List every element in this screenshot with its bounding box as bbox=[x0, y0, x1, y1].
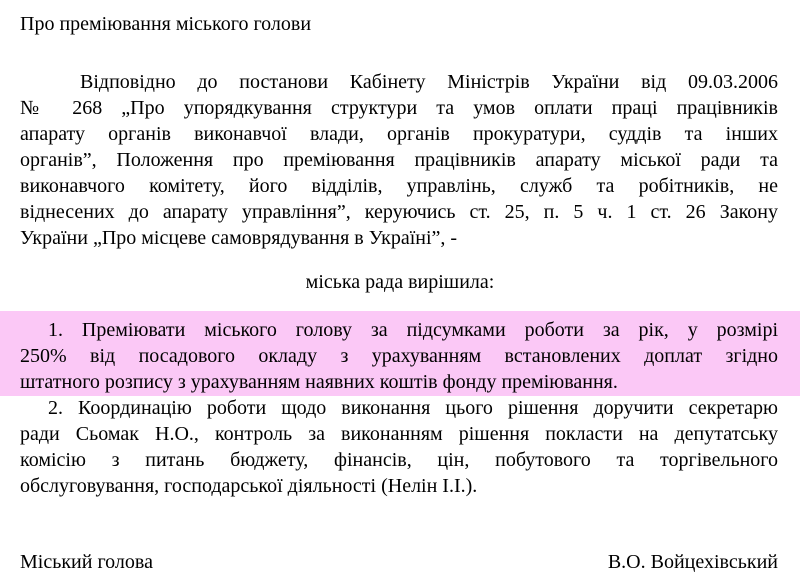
item-2-line: комісію з питань бюджету, фінансів, цін, побутового та торгівельного bbox=[20, 449, 778, 471]
item-2-line: обслуговування, господарської діяльності (Нелін І.І.). bbox=[20, 475, 478, 497]
item-1-line: 1. Преміювати міського голову за підсумками роботи за рік, у розмірі bbox=[48, 319, 778, 341]
preamble-line: виконавчого комітету, його відділів, управлінь, служб та робітників, не bbox=[20, 175, 778, 197]
item-2-line: 2. Координацію роботи щодо виконання цього рішення доручити секретарю bbox=[48, 397, 778, 419]
signature-name: В.О. Войцехівський bbox=[607, 551, 778, 573]
preamble-line: України „Про місцеве самоврядування в Україні”, - bbox=[20, 227, 458, 249]
preamble-line: віднесених до апарату управління”, керуючись ст. 25, п. 5 ч. 1 ст. 26 Закону bbox=[20, 201, 778, 223]
item-1-line: штатного розпису з урахуванням наявних коштів фонду преміювання. bbox=[20, 371, 618, 393]
preamble-line: № 268 „Про упорядкування структури та умов оплати праці працівників bbox=[20, 97, 778, 119]
preamble-line: апарату органів виконавчої влади, органів прокуратури, суддів та інших bbox=[20, 123, 778, 145]
preamble-line: органів”, Положення про преміювання працівників апарату міської ради та bbox=[20, 149, 778, 171]
item-2-line: ради Сьомак Н.О., контроль за виконанням рішення покласти на депутатську bbox=[20, 423, 778, 445]
preamble-line: Відповідно до постанови Кабінету Міністрів України від 09.03.2006 bbox=[80, 71, 778, 93]
resolution-heading: міська рада вирішила: bbox=[305, 271, 495, 293]
signature-position: Міський голова bbox=[20, 551, 153, 573]
document-title: Про преміювання міського голови bbox=[20, 13, 312, 35]
item-1-line: 250% від посадового окладу з урахуванням встановлених доплат згідно bbox=[20, 345, 778, 367]
